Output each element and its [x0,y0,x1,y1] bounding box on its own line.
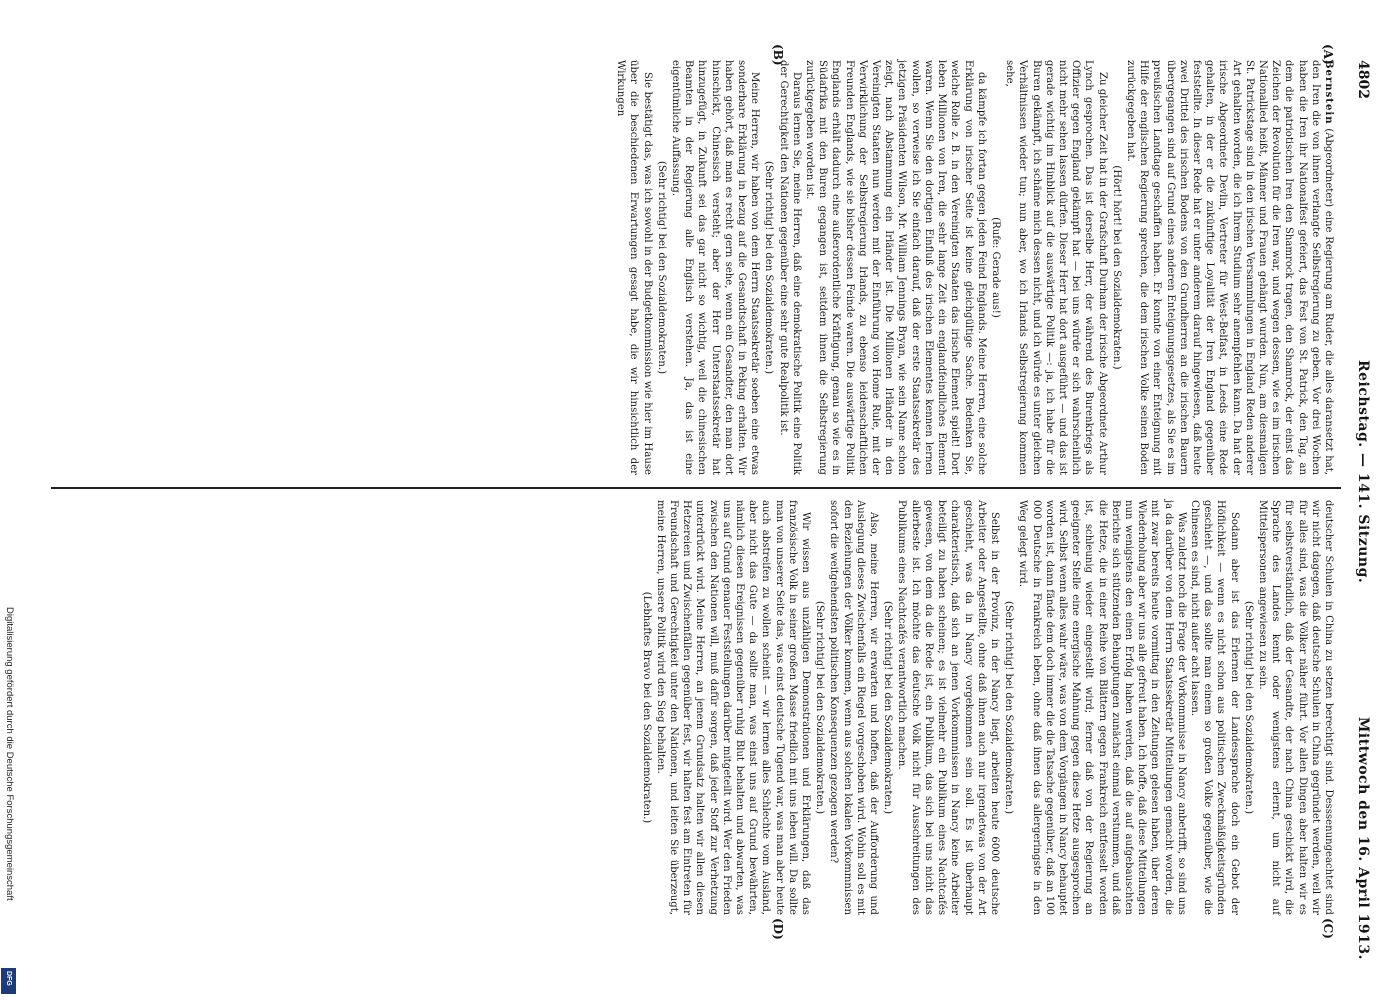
speech-paragraph: Wir wissen aus unzähligen Demonstrationen und Erklärungen, daß das französische Volk in seiner großen Masse friedlich mit uns leben will. Da sollte man von unserer Seite das, was einst deutsche Tugend war, was man aber heute auch abstreifen zu wollen scheint — wir lernen alles Schlechte vom Ausland, aber nicht das Gute — da sollte man, was einst uns auf Grund bewährten, nämlich diesen Ereignissen gegenüber ruhig Blut behalten und abwarten, was uns auf Grund genauer Feststellungen darüber mitgeteilt wird. Wer den Frieden zwischen den Nationen will, muß dafür sorgen, daß jeder Stoff zur Verhetzung unterdrückt wird. Meine Herren, an jenem Grundsatz halten wir allen diesen Hetzereien und Zwischenfällen gegenüber fest, wir halten fest am Eintreten für Freundschaft und Gerechtigkeit unter den Nationen, und leiten Sie überzeugt, meine Herren, unsere Politik wird den Sieg behalten. [654,500,812,915]
interjection-remark: (Hört! hört! bei den Sozialdemokraten.) [1110,165,1122,370]
interjection-remark: (Sehr richtig! bei den Sozialdemokraten.) [763,160,775,375]
interjection-remark: (Rufe: Gerade aus!) [989,217,1001,318]
session-date: Mittwoch den 16. April 1913. [1355,716,1371,960]
speech-paragraph: Zu gleicher Zeit hat in der Grafschaft Durham der irische Abgeordnete Arthur Lynch gesprochen. Das ist derselbe Herr, der während des Burenkriegs als Offizier gegen England gekämpft hat — bei uns würde er sich wahrscheinlich nicht mehr sehen lassen dürfen. Dieser Herr hat dort ausgeführt — und das ist gerade wichtig im Hinblick auf die auswärtige Politik —: ja, ich habe für die Buren gekämpft, ich schäme mich dessen nicht, und ich würde es unter gleichen Verhältnissen wieder tun; nun aber, wo ich Irlands Selbstregierung kommen sehe, [1004,60,1108,475]
speech-paragraph: Selbst in der Provinz, in der Nancy liegt, arbeiten heute 6000 deutsche Arbeiter oder Angestellte, ohne daß ihnen auch nur irgendetwas von der Art geschieht, was da in Nancy vorgekommen sein soll. Es ist überhaupt charakteristisch, daß sich an jenen Vorkommnissen in Nancy keine Arbeiter beteiligt zu haben scheinen; es ist vielmehr ein Publikum eines Nachtcafés gewesen, von dem da die Rede ist, ein Publikum, das sich bei uns nicht das allerbeste ist. Ich möchte das deutsche Volk nicht für Ausschreitungen des Publikums eines Nachtcafés verantwortlich machen. [896,500,1000,915]
speech-paragraph [1124,60,1335,475]
speech-paragraph: Was zuletzt noch die Frage der Vorkommnisse in Nancy anbetrifft, so sind uns ja da darüber von dem Herrn Staatssekretär Mitteilungen gemacht worden, die mit zwar bereits heute vormittag in den Zeitungen gelesen haben, über deren Wiederholung aber wir uns alle gefreut haben. Ich hoffe, daß diese Mitteilungen nun wenigstens den einen Erfolg haben werden, daß die auf aufgebauschten Berichte sich stützenden Behauptungen zunächst einmal verstummen, und daß die Hetze, die in einer Reihe von Blättern gegen Frankreich entfesselt worden ist, schleunig wieder eingestellt wird; ferner daß von der Regierung an geeigneter Stelle eine energische Mahnung gegen diese Hetze ausgesprochen wird. Selbst wenn alles wahr wäre, was von dem Vorgängen in Nancy behauptet worden ist, dann fände dem doch immer die die Tatsache gegenüber, daß an 100 000 Deutsche in Frankreich leben, ohne daß ihnen das allergeringste in den Weg gelegt wird. [1017,500,1187,915]
speech-paragraph: deutscher Schulen in China zu setzen berechtigt sind. Desssenungeachtet sind wir nicht dagegen, daß deutsche Schulen in China gegründet werden, weil wir für alles sind, was die Völker näher führt. Vor allen Dingen aber halten wir es für selbstverständlich, daß der Gesandte, der nach China geschickt wird, die Sprache des Landes kennt oder wenigstens erlernt, um nicht auf Mittelspersonen angewiesen zu sein. [1256,500,1334,915]
margin-marker-d: (D) [771,918,785,940]
speech-paragraph: Sodann aber ist das Erlernen der Landessprache doch ein Gebot der Höflichkeit — wenn es nicht schon aus politischen Zweckmäßigkeitsgründen geschieht —, und das sollte man einem so großen Volke gegenüber, wie die Chinesen es sind, nicht außer acht lassen. [1188,500,1240,915]
speech-paragraph: Daraus lernen Sie, meine Herren, daß eine demokratische Politik eine Politik der Gerechtigkeit den Nationen gegenüber eine sehr gute Realpolitik ist. [777,60,802,475]
speaker-name: Bernstein [1323,60,1334,125]
page-header [1345,60,1375,960]
speech-paragraph: Sie bestätigt das, was ich sowohl in der Budgetkommission wie hier im Hause über die beschiedenen Erwartungen gesagt habe, die wir hinsichtlich der Wirkungen [615,60,653,475]
page-number: 4802 [1355,60,1371,99]
speech-text: (Abgeordneter) eine Regierung am Ruder, die alles daransetzt hat, den Iren die von ihnen verlangte Selbstregierung zu geben. Vor drei Wochen haben die Iren ihr Nationalfest gefeiert, das Fest von St. Patrick, den Tag, an dem die patriotischen Iren den Shamrock tragen, den Shamrock, der einst das Zeichen der Revolution für die Iren war, und wegen dessen, wie es im irischen Nationallied heißt, Männer und Frauen gehängt wurden. Nun, am diesmaligen St. Patrickstage sind in den irischen Versammlungen in England Reden anderer Art gehalten worden, die ich Ihrem Studium sehr anempfehlen kann. Da hat der irische Abgeordnete Devlin, Vertreter für West-Belfast, in Leeds eine Rede gehalten, in der er die zukünftige Loyalität der Iren England gegenüber feststellte. In dieser Rede hat er unter anderem darauf hingewiesen, daß heute zwei Drittel des irischen Bodens von den Grundherren an die irischen Bauern übergegangen sind auf Grund eines anderen Enteignungsgesetzes, als Sie es im preußischen Landtage geschaffen haben. Er konnte von einer Enteignung mit Hilfe der englischen Regierung sprechen, die dem irischen Volke seinen Boden zurückgegeben hat. [1124,60,1334,475]
interjection-remark: (Sehr richtig! bei den Sozialdemokraten.) [814,600,826,815]
interjection-remark: (Sehr richtig! bei den Sozialdemokraten.) [882,600,894,815]
interjection-remark: (Sehr richtig! bei den Sozialdemokraten.) [655,160,667,375]
speech-paragraph: Also, meine Herren, wir erwarten und hoffen, daß der Aufforderung und Auslegung dieses Zwischenfalls ein Riegel vorgeschoben wird. Wohin soll es mit den Beziehungen der Völker kommen, wenn aus solchen lokalen Vorkommnissen sofort die weitgehendsten politischen Konsequenzen gezogen werden? [828,500,880,915]
margin-marker-a: (A) [1321,44,1335,65]
margin-marker-c: (C) [1321,918,1335,939]
text-column-left [614,60,1335,475]
interjection-remark: (Lebhaftes Bravo bei den Sozialdemokraten.) [640,591,652,824]
column-divider [51,487,1341,489]
dfg-logo-text: DFG [5,971,12,986]
speech-paragraph: da kämpfe ich fortan gegen jeden Feind Englands. Meine Herren, eine solche Erklärung von irischer Seite ist keine gleichgültige Sache. Bedenken Sie, welche Rolle z. B. in den Vereinigten Staaten das irische Element spielt! Dort leben Millionen von Iren, die sehr lange Zeit ein englandfeindliches Element waren. Wenn Sie den dortigen Einfluß des irischen Elementes kennen lernen wollen, so verweise ich Sie einfach darauf, daß der erste Staatssekretär des jetzigen Präsidenten Wilson, Mr. William Jennings Bryan, wie sein Name schon zeigt, nach Abstammung ein Irländer ist. Die Millionen Irländer in den Vereinigten Staaten nun werden mit der Einführung von Home Rule, mit der Verwirklichung der Selbstregierung Irlands, zu ebenso leidenschaftlichen Freunden Englands, wie sie bisher dessen Feinde waren. Die auswärtige Politik Englands erhält dadurch eine außerordentliche Kräftigung, genau so wie es in Südafrika mit den Buren gegangen ist, seitdem ihnen die Selbstregierung zurückgegeben worden ist. [804,60,987,475]
text-column-right [638,500,1335,915]
digitization-credit-text: Digitalisierung gefördert durch die Deutsche Forschungsgemeinschaft [4,607,15,901]
interjection-remark: (Sehr richtig! bei den Sozialdemokraten.) [1242,600,1254,815]
interjection-remark: (Sehr richtig! bei den Sozialdemokraten.) [1003,600,1015,815]
margin-marker-b: (B) [771,44,785,66]
digitization-credit [2,607,16,987]
speech-paragraph: Meine Herren, wir haben von dem Herrn Staatssekretär soeben eine etwas sonderbare Erklärung in bezug auf die Gesandtschaft in Peking erhalten. Wir haben gehört, daß man es recht gern sehe, wenn ein Gesandter, den man dort hinschickt, Chinesisch versteht; aber der Herr Unterstaatssekretär hat hinzugefügt, in Zukunft sei das gar nicht so wichtig, weil die chinesischen Beamten in der Regierung alle Englisch verstehen. Ja, das ist eine eigentümliche Auffassung. [670,60,761,475]
running-title: Reichstag. — 141. Sitzung. [1355,360,1371,584]
dfg-logo [1,968,16,994]
